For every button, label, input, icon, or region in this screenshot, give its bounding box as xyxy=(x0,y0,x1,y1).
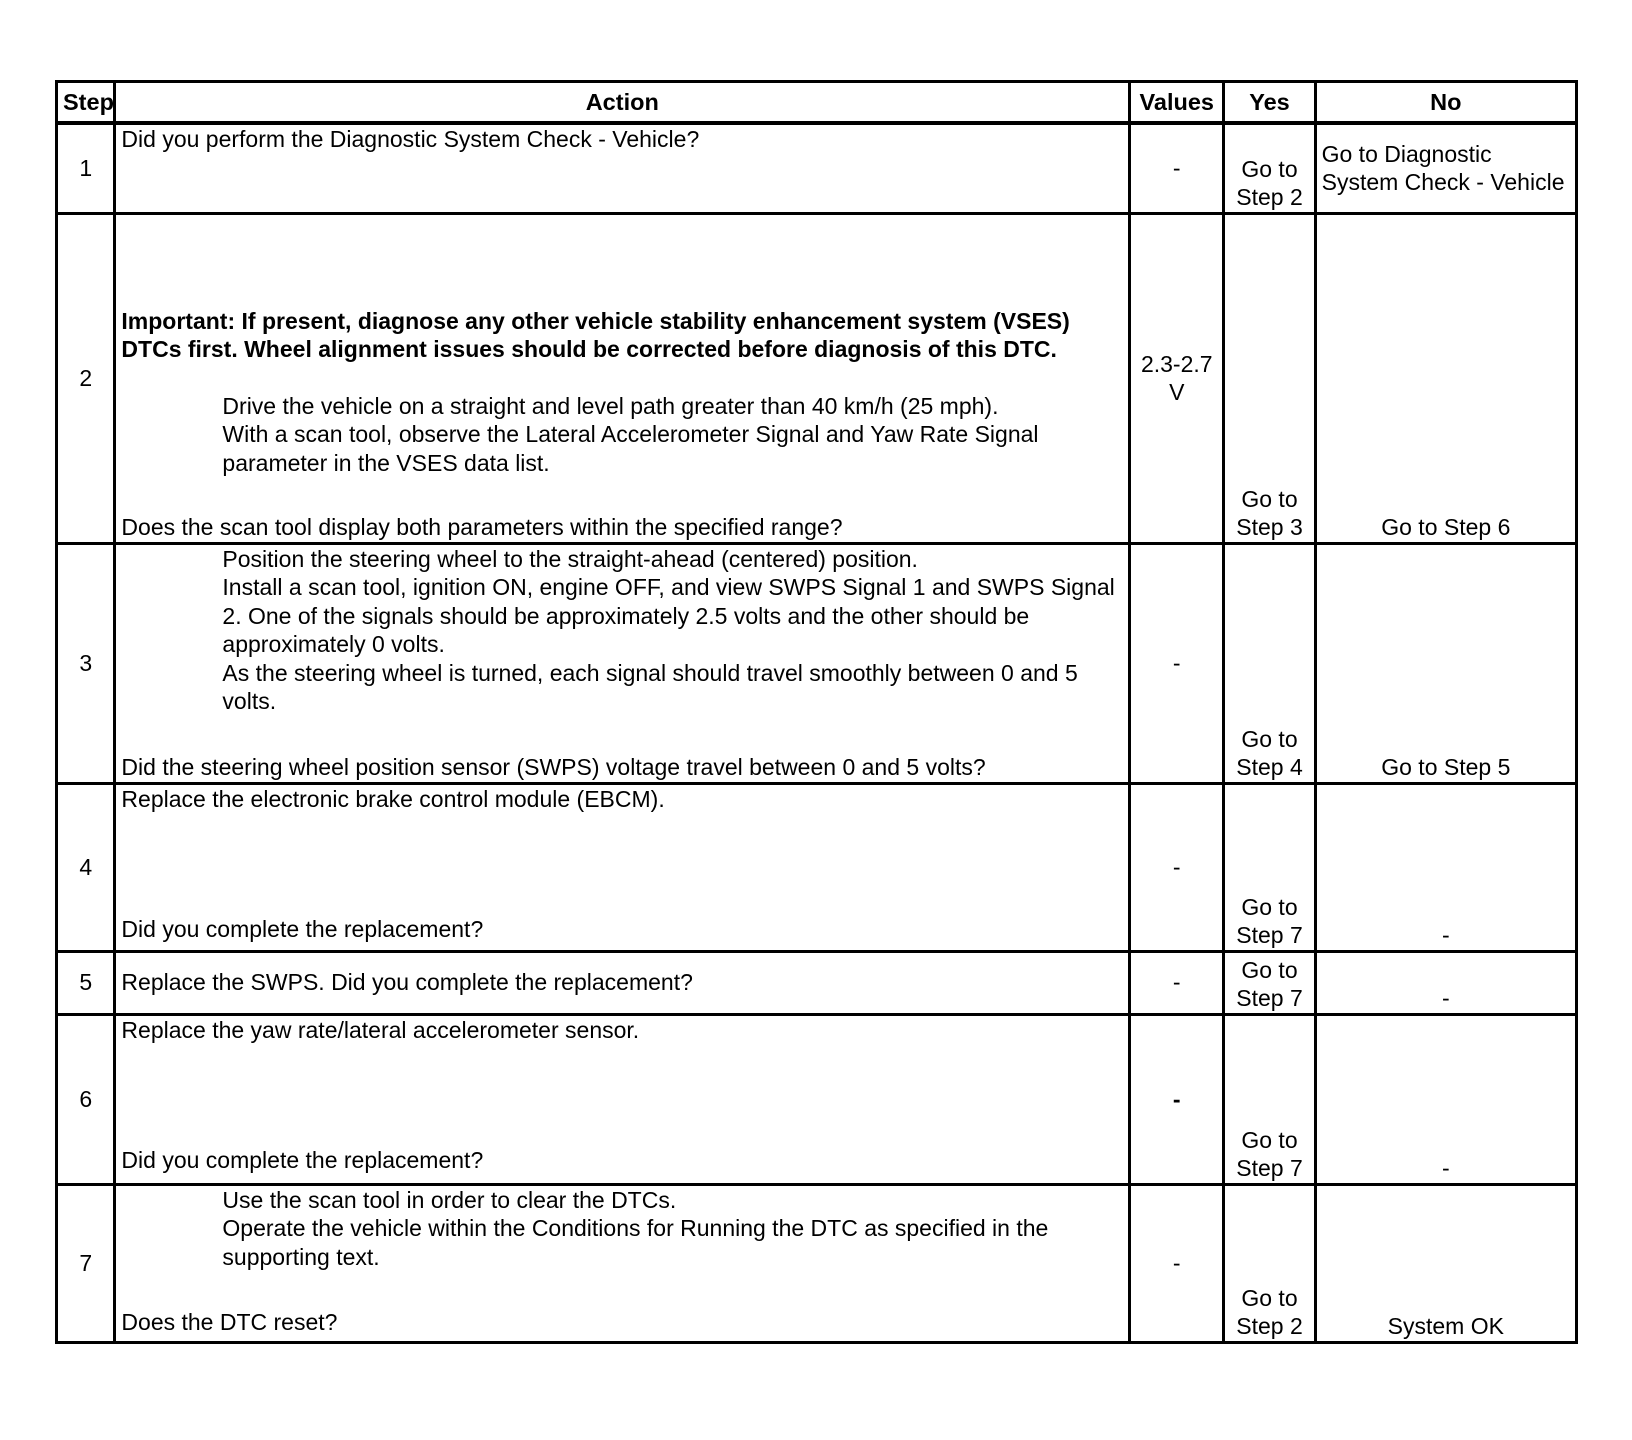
table-row-step-1 xyxy=(57,123,1577,213)
no-cell: Go to Step 6 xyxy=(1315,213,1576,543)
step-number: 7 xyxy=(57,1184,115,1342)
yes-cell: Go to Step 7 xyxy=(1224,951,1315,1014)
yes-cell: Go to Step 3 xyxy=(1224,213,1315,543)
yes-cell: Go to Step 4 xyxy=(1224,543,1315,783)
yes-cell: Go to Step 7 xyxy=(1224,1014,1315,1184)
values-cell: - xyxy=(1130,543,1224,783)
no-cell: - xyxy=(1315,1014,1576,1184)
action-question: Did you complete the replacement? xyxy=(121,916,484,942)
header-yes: Yes xyxy=(1224,82,1315,124)
action-question: Did the steering wheel position sensor (SWPS) voltage travel between 0 and 5 volts? xyxy=(121,753,986,780)
table-row-step-5 xyxy=(57,951,1577,1014)
instruction-item: As the steering wheel is turned, each signal should travel smoothly between 0 and 5 volts. xyxy=(222,659,1078,714)
yes-cell: Go to Step 2 xyxy=(1224,1184,1315,1342)
values-cell: - xyxy=(1130,1014,1224,1184)
header-step: Step xyxy=(57,82,115,124)
yes-cell: Go to Step 7 xyxy=(1224,783,1315,951)
table-row-step-4 xyxy=(57,783,1577,951)
instruction-item: Install a scan tool, ignition ON, engine OFF, and view SWPS Signal 1 and SWPS Signal 2. One of the signals should be approximately 2.5 volts and the other should be approximately 0 volts. xyxy=(222,574,1115,657)
action-text: Replace the yaw rate/lateral accelerometer sensor. xyxy=(121,1016,640,1043)
action-question: Did you complete the replacement? xyxy=(121,1147,484,1173)
diagnostic-table xyxy=(55,80,1578,1344)
instruction-item: With a scan tool, observe the Lateral Accelerometer Signal and Yaw Rate Signal parameter in the VSES data list. xyxy=(222,421,1039,476)
step-number: 1 xyxy=(57,123,115,213)
action-cell xyxy=(115,123,1130,213)
action-text: Replace the SWPS. Did you complete the replacement? xyxy=(121,969,693,996)
instruction-item: Position the steering wheel to the straight-ahead (centered) position. xyxy=(222,545,918,572)
values-cell: - xyxy=(1130,951,1224,1014)
step-number: 4 xyxy=(57,783,115,951)
no-cell: - xyxy=(1315,951,1576,1014)
header-action: Action xyxy=(115,82,1130,124)
header-no: No xyxy=(1315,82,1576,124)
values-cell: - xyxy=(1130,1184,1224,1342)
instruction-item: Drive the vehicle on a straight and level path greater than 40 km/h (25 mph). xyxy=(222,392,999,419)
action-cell xyxy=(115,1014,1130,1184)
step-number: 5 xyxy=(57,951,115,1014)
no-cell: Go to Step 5 xyxy=(1315,543,1576,783)
action-cell xyxy=(115,543,1130,783)
yes-cell: Go to Step 2 xyxy=(1224,123,1315,213)
action-text: Did you perform the Diagnostic System Check - Vehicle? xyxy=(121,126,700,152)
step-number: 2 xyxy=(57,213,115,543)
table-row-step-2 xyxy=(57,213,1577,543)
table-row-step-3 xyxy=(57,543,1577,783)
no-cell: System OK xyxy=(1315,1184,1576,1342)
instruction-item: Use the scan tool in order to clear the DTCs. xyxy=(222,1186,677,1213)
instruction-item: Operate the vehicle within the Conditions for Running the DTC as specified in the supporting text. xyxy=(222,1215,1049,1270)
header-row xyxy=(57,82,1577,124)
action-cell xyxy=(115,213,1130,543)
table-row-step-7 xyxy=(57,1184,1577,1342)
action-cell xyxy=(115,951,1130,1014)
action-question: Does the scan tool display both parameters within the specified range? xyxy=(121,514,843,540)
values-cell: 2.3-2.7 V xyxy=(1130,213,1224,543)
action-cell xyxy=(115,783,1130,951)
no-cell: Go to Diagnostic System Check - Vehicle xyxy=(1315,123,1576,213)
action-question: Does the DTC reset? xyxy=(121,1309,338,1335)
action-cell xyxy=(115,1184,1130,1342)
important-note: Important: If present, diagnose any other vehicle stability enhancement system (VSES) DTCs first. Wheel alignment issues should be corrected before diagnosis of this DTC. xyxy=(121,307,1070,362)
action-text: Replace the electronic brake control module (EBCM). xyxy=(121,785,665,812)
table-row-step-6 xyxy=(57,1014,1577,1184)
step-number: 6 xyxy=(57,1014,115,1184)
values-cell: - xyxy=(1130,123,1224,213)
values-cell: - xyxy=(1130,783,1224,951)
header-values: Values xyxy=(1130,82,1224,124)
no-cell: - xyxy=(1315,783,1576,951)
step-number: 3 xyxy=(57,543,115,783)
